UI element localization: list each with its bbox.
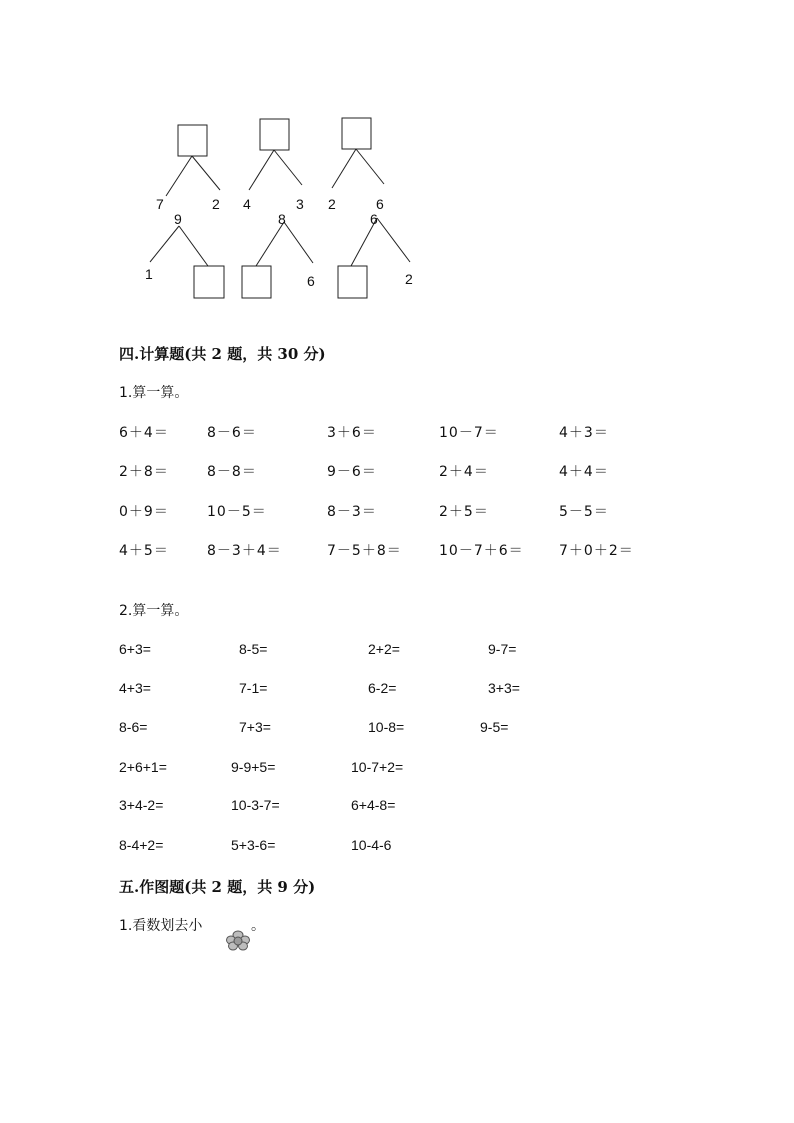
branch-line — [256, 222, 284, 266]
math-problem: 4＋5＝ — [119, 543, 169, 559]
math-problem: 7＋0＋2＝ — [559, 543, 634, 559]
section-title: 五.作图题(共 2 题，共 9 分) — [119, 878, 316, 896]
math-problem: 10-8= — [368, 719, 405, 735]
branch-line — [150, 226, 179, 262]
bond-part: 2 — [405, 271, 413, 287]
math-problem: 3＋6＝ — [327, 425, 377, 441]
math-problem: 8-5= — [239, 641, 268, 657]
math-problem: 4+3= — [119, 680, 151, 696]
math-problem: 2＋5＝ — [439, 504, 489, 520]
math-problem: 8－6＝ — [207, 425, 257, 441]
question-title: 1.看数划去小 — [119, 918, 203, 934]
math-problem: 9-9+5= — [231, 759, 276, 775]
math-problem: 8－3＝ — [327, 504, 377, 520]
section-title: 四.计算题(共 2 题，共 30 分) — [119, 345, 326, 363]
bond-part: 6 — [307, 273, 315, 289]
math-problem: 7+3= — [239, 719, 271, 735]
math-problem: 2+6+1= — [119, 759, 167, 775]
math-problem: 6+3= — [119, 641, 151, 657]
math-problem: 0＋9＝ — [119, 504, 169, 520]
flower-icon — [226, 930, 250, 952]
answer-box — [342, 118, 371, 149]
bond-part: 2 — [212, 196, 220, 212]
math-problem: 6-2= — [368, 680, 397, 696]
math-problem: 8－8＝ — [207, 464, 257, 480]
question-title: 1.算一算。 — [119, 385, 189, 401]
math-problem: 10-3-7= — [231, 797, 280, 813]
math-problem: 9-5= — [480, 719, 509, 735]
math-problem: 10－5＝ — [207, 504, 267, 520]
math-problem: 3+3= — [488, 680, 520, 696]
math-problem: 2+2= — [368, 641, 400, 657]
branch-line — [166, 156, 192, 196]
bond-part: 1 — [145, 266, 153, 282]
math-problem: 5－5＝ — [559, 504, 609, 520]
bond-whole: 6 — [370, 211, 378, 227]
math-problem: 9-7= — [488, 641, 517, 657]
math-problem: 4＋3＝ — [559, 425, 609, 441]
branch-line — [249, 150, 274, 190]
branch-line — [332, 149, 356, 188]
math-problem: 2＋8＝ — [119, 464, 169, 480]
number-bond-diagram — [0, 0, 794, 320]
math-problem: 8-4+2= — [119, 837, 164, 853]
answer-box — [338, 266, 367, 298]
branch-line — [274, 150, 302, 185]
math-problem: 9－6＝ — [327, 464, 377, 480]
math-problem: 8-6= — [119, 719, 148, 735]
branch-line — [192, 156, 220, 190]
math-problem: 2＋4＝ — [439, 464, 489, 480]
branch-line — [179, 226, 208, 266]
question-title: 2.算一算。 — [119, 603, 189, 619]
math-problem: 6+4-8= — [351, 797, 396, 813]
bond-part: 4 — [243, 196, 251, 212]
math-problem: 3+4-2= — [119, 797, 164, 813]
answer-box — [194, 266, 224, 298]
math-problem: 7－5＋8＝ — [327, 543, 402, 559]
bond-whole: 8 — [278, 211, 286, 227]
branch-line — [284, 222, 313, 263]
answer-box — [242, 266, 271, 298]
bond-whole: 9 — [174, 211, 182, 227]
bond-part: 3 — [296, 196, 304, 212]
bond-part: 7 — [156, 196, 164, 212]
bond-part: 2 — [328, 196, 336, 212]
math-problem: 10－7＝ — [439, 425, 499, 441]
math-problem: 5+3-6= — [231, 837, 276, 853]
math-problem: 6＋4＝ — [119, 425, 169, 441]
answer-box — [178, 125, 207, 156]
math-problem: 4＋4＝ — [559, 464, 609, 480]
branch-line — [356, 149, 384, 184]
bond-part: 6 — [376, 196, 384, 212]
answer-box — [260, 119, 289, 150]
math-problem: 10－7＋6＝ — [439, 543, 524, 559]
math-problem: 7-1= — [239, 680, 268, 696]
branch-line — [377, 218, 410, 262]
math-problem: 8－3＋4＝ — [207, 543, 282, 559]
math-problem: 10-7+2= — [351, 759, 404, 775]
question-suffix: 。 — [251, 918, 265, 934]
math-problem: 10-4-6 — [351, 837, 392, 853]
